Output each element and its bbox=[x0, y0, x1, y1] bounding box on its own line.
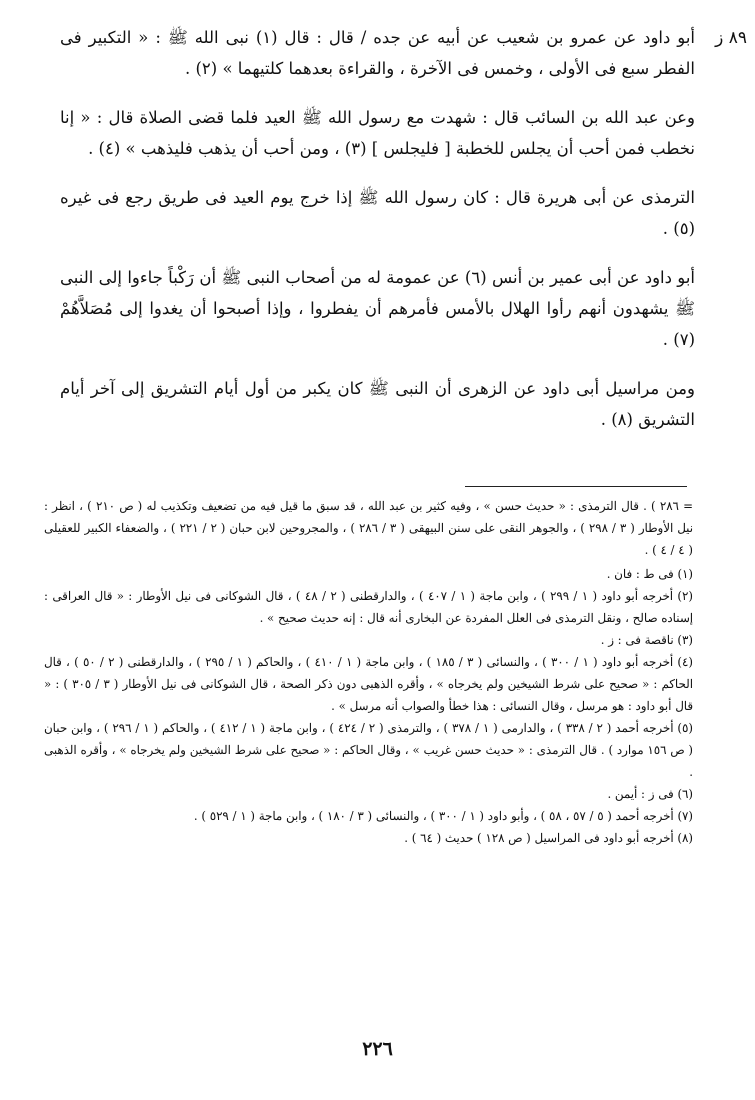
hadith-paragraph: الترمذى عن أبى هريرة قال : كان رسول الله ﷺ إذا خرج يوم العيد فى طريق رجع فى غيره (٥) . bbox=[60, 188, 695, 238]
footnote-8: (٨) أخرجه أبو داود فى المراسيل ( ص ١٢٨ ) حديث ( ٦٤ ) . bbox=[404, 831, 693, 845]
footnote-separator bbox=[465, 486, 687, 487]
hadith-paragraph: أبو داود عن أبى عمير بن أنس (٦) عن عمومة له من أصحاب النبى ﷺ أن رَكْباً جاءوا إلى النبى ﷺ يشهدون أنهم رأوا الهلال بالأمس فأمرهم أن يفطروا ، وإذا أصبحوا أن يغدوا إلى مُصَلاَّهُمْ (٧) . bbox=[60, 268, 695, 349]
footnote-5: (٥) أخرجه أحمد ( ٢ / ٣٣٨ ) ، والدارمى ( ١ / ٣٧٨ ) ، والترمذى ( ٢ / ٤٢٤ ) ، وابن ماجة ( ١ / ٤١٢ ) ، والحاكم ( ١ / ٢٩٦ ) ، وابن حبان ( ص ١٥٦ موارد ) . قال الترمذى : « حديث حسن غريب » ، وقال الحاكم : « صحيح على شرط الشيخين ولم يخرجاه » ، وأقره الذهبى . bbox=[44, 721, 693, 779]
page-number: ٢٢٦ bbox=[362, 1038, 393, 1060]
main-text bbox=[60, 22, 695, 453]
footnote-6: (٦) فى ز : أيمن . bbox=[607, 787, 693, 801]
hadith-paragraph: ومن مراسيل أبى داود عن الزهرى أن النبى ﷺ كان يكبر من أول أيام التشريق إلى آخر أيام التشريق (٨) . bbox=[60, 379, 695, 429]
footnote-7: (٧) أخرجه أحمد ( ٥ / ٥٧ ، ٥٨ ) ، وأبو داود ( ١ / ٣٠٠ ) ، والنسائى ( ٣ / ١٨٠ ) ، وابن ماجة ( ١ / ٥٢٩ ) . bbox=[193, 809, 693, 823]
footnote-1: (١) فى ط : فان . bbox=[606, 567, 693, 581]
footnote-2: (٢) أخرجه أبو داود ( ١ / ٢٩٩ ) ، وابن ماجة ( ١ / ٤٠٧ ) ، والدارقطنى ( ٢ / ٤٨ ) ، قال الشوكانى فى نيل الأوطار : « قال العراقى : إسناده صالح ، ونقل الترمذى فى العلل المفردة عن البخارى أنه قال : إنه حديث صحيح » . bbox=[44, 589, 693, 625]
footnote-continuation: = ٢٨٦ ) . قال الترمذى : « حديث حسن » ، وفيه كثير بن عبد الله ، قد سبق ما قيل فيه من تضعيف وتكذيب له ( ص ٢١٠ ) ، انظر : نيل الأوطار ( ٣ / ٢٩٨ ) ، والجوهر النقى على سنن البيهقى ( ٣ / ٢٨٦ ) ، والمجروحين لابن حبان ( ٢ / ٢٢١ ) ، والضعفاء الكبير للعقيلى ( ٤ / ٤ ) . bbox=[44, 499, 693, 557]
footnote-4: (٤) أخرجه أبو داود ( ١ / ٣٠٠ ) ، والنسائى ( ٣ / ١٨٥ ) ، وابن ماجة ( ١ / ٤١٠ ) ، والحاكم ( ١ / ٢٩٥ ) ، والدارقطنى ( ٢ / ٥٠ ) ، قال الحاكم : « صحيح على شرط الشيخين ولم يخرجاه » ، وأقره الذهبى دون ذكر الصحة ، قال الشوكانى فى نيل الأوطار ( ٣ / ٣٠٥ ) : « قال أبو داود : هو مرسل ، وقال النسائى : هذا خطأ والصواب أنه مرسل » . bbox=[44, 655, 694, 713]
footnote-3: (٣) ناقصة فى : ز . bbox=[600, 633, 693, 647]
hadith-paragraph: وعن عبد الله بن السائب قال : شهدت مع رسول الله ﷺ العيد فلما قضى الصلاة قال : « إنا نخطب فمن أحب أن يجلس للخطبة [ فليجلس ] (٣) ، ومن أحب أن يذهب فليذهب » (٤) . bbox=[60, 108, 695, 158]
margin-reference: ٨٩ ز bbox=[715, 28, 747, 48]
hadith-paragraph: أبو داود عن عمرو بن شعيب عن أبيه عن جده / قال : قال (١) نبى الله ﷺ : « التكبير فى الفطر سبع فى الأولى ، وخمس فى الآخرة ، والقراءة بعدهما كلتيهما » (٢) . bbox=[60, 28, 695, 78]
footnotes bbox=[44, 495, 693, 849]
